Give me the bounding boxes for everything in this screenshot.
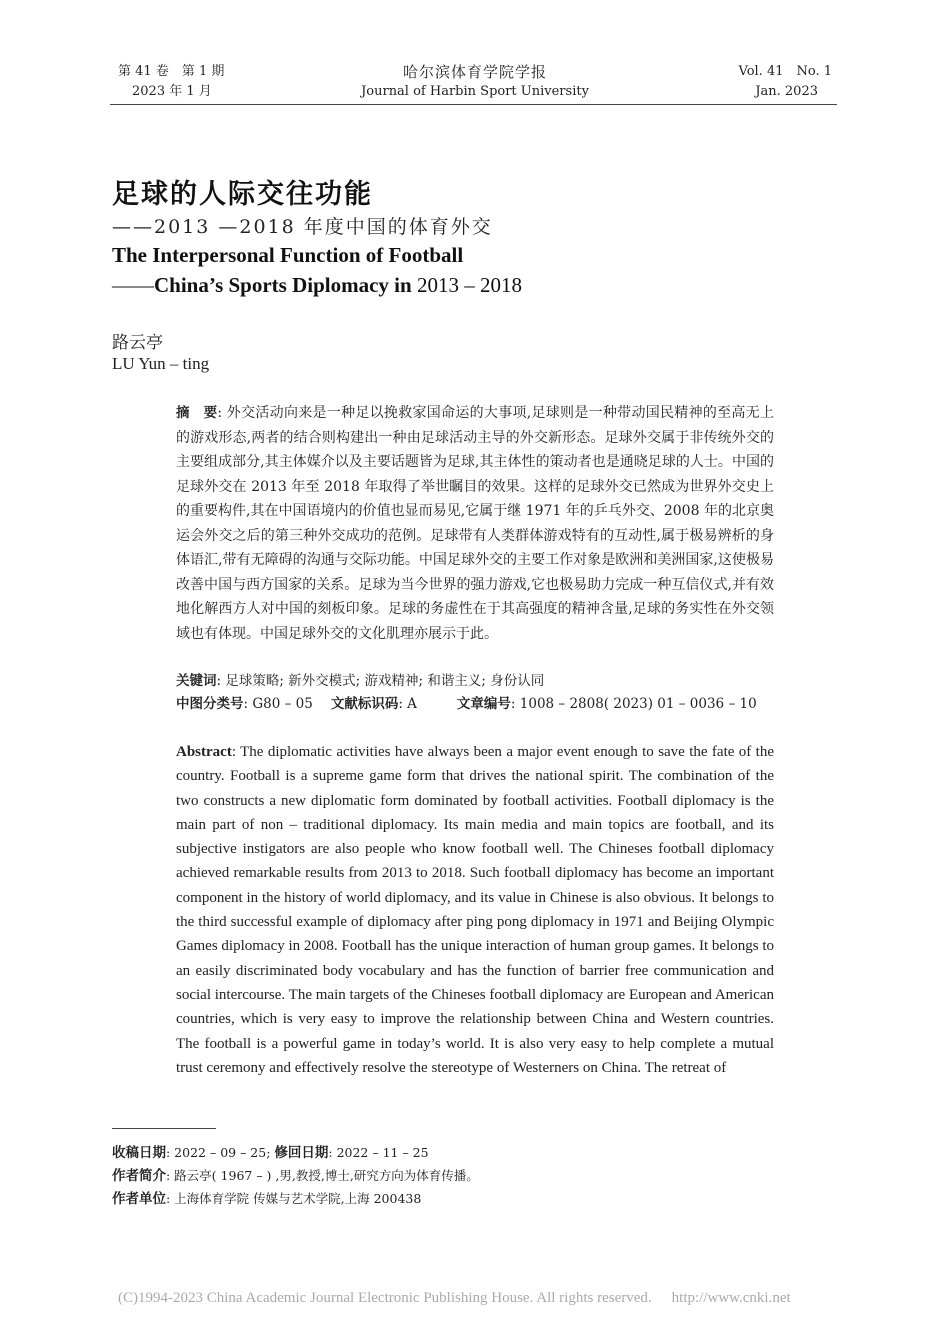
revised-label: 修回日期	[274, 1145, 329, 1161]
clc-value: : G80 – 05	[243, 696, 313, 712]
copyright-text: (C)1994-2023 China Academic Journal Electronic Publishing House. All rights reserved.	[118, 1290, 652, 1306]
keywords	[176, 670, 796, 692]
keywords-label: 关键词	[176, 673, 217, 689]
subtitle-dash: ——	[112, 273, 154, 297]
affiliation-label: 作者单位	[112, 1191, 166, 1207]
header-divider	[110, 104, 837, 105]
header-date-en: Jan. 2023	[755, 84, 818, 99]
article-id-label: 文章编号	[456, 696, 511, 712]
abstract-zh	[176, 401, 774, 646]
received-value: : 2022 – 09 – 25;	[166, 1145, 275, 1160]
doc-code-label: 文献标识码	[330, 696, 399, 712]
article-title-en: The Interpersonal Function of Football	[112, 243, 464, 267]
header-volume: 第 41 卷 第 1 期	[118, 64, 225, 79]
article-title-zh: 足球的人际交往功能	[112, 179, 373, 210]
subtitle-en-main: China’s Sports Diplomacy in	[154, 273, 412, 297]
revised-value: : 2022 – 11 – 25	[328, 1145, 429, 1160]
abstract-en	[176, 740, 774, 1080]
received-label: 收稿日期	[112, 1145, 166, 1161]
abstract-en-text: : The diplomatic activities have always been a major event enough to save the fate of the country. Football is a supreme game form that drives the national spirit. The combination of the two constructs a new diplomatic form dominated by football activities. Football diplomacy is the main part of non – traditional diplomacy. Its main media and main topics are football, and its subjective instigators are also people who know football well. The Chineses football diplomacy achieved remarkable results from 2013 to 2018. Such football diplomacy has become an important component in the history of world diplomacy, and its value in Chinese is also obvious. It belongs to the third successful example of diplomacy after ping pong diplomacy in 1971 and Beijing Olympic Games diplomacy in 2008. Football has the unique interaction of human group games. It belongs to an easily discriminated body vocabulary and has the function of barrier free communication and social intercourse. The main targets of the Chineses football diplomacy are European and American countries, which is very easy to improve the relationship between China and Western countries. The football is a powerful game in today’s world. It is also very easy to help complete a mutual trust ceremony and effectively resolve the stereotype of Westerners on China. The retreat of	[176, 744, 774, 1076]
article-id-value: : 1008 – 2808( 2023) 01 – 0036 – 10	[510, 696, 757, 712]
header-volume-info-en	[739, 62, 833, 102]
footnote-affiliation	[112, 1189, 421, 1209]
journal-name-en: Journal of Harbin Sport University	[361, 84, 589, 99]
footnote-divider	[112, 1128, 216, 1129]
footnote-bio	[112, 1166, 479, 1186]
abstract-zh-label: 摘 要	[176, 405, 218, 421]
footnote-dates	[112, 1143, 429, 1163]
bio-label: 作者简介	[112, 1168, 166, 1184]
article-subtitle-en	[112, 273, 522, 298]
header-date-zh: 2023 年 1 月	[132, 84, 212, 99]
abstract-zh-text: : 外交活动向来是一种足以挽救家国命运的大事项,足球则是一种带动国民精神的至高无上的游戏形态,两者的结合则构建出一种由足球活动主导的外交新形态。足球外交属于非传统外交的主要组成部分,其主体媒介以及主要话题皆为足球,其主体性的策动者也是通晓足球的人士。中国的足球外交在 2013 年至 2018 年取得了举世瞩目的效果。这样的足球外交已然成为世界外交史上的重要构件,其在中国语境内的价值也显而易见,它属于继 1971 年的乒乓外交、2008 年的北京奥运会外交之后的第三种外交成功的范例。足球带有人类群体游戏特有的互动性,属于极易辨析的身体语汇,带有无障碍的沟通与交际功能。中国足球外交的主要工作对象是欧洲和美洲国家,这使极易改善中国与西方国家的关系。足球为当今世界的强力游戏,它也极易助力完成一种互信仪式,并有效地化解西方人对中国的刻板印象。足球的务虚性在于其高强度的精神含量,足球的务实性在外交领域也有体现。中国足球外交的文化肌理亦展示于此。	[176, 405, 775, 642]
author-name-en: LU Yun – ting	[112, 354, 210, 373]
journal-name-zh: 哈尔滨体育学院学报	[402, 63, 547, 81]
copyright-url[interactable]: http://www.cnki.net	[671, 1290, 791, 1306]
abstract-en-label: Abstract	[176, 744, 232, 760]
doc-code-value: : A	[398, 696, 417, 712]
copyright-watermark	[118, 1290, 791, 1307]
subtitle-en-years: 2013 – 2018	[411, 273, 522, 297]
bio-value: : 路云亭( 1967 – ) ,男,教授,博士,研究方向为体育传播。	[166, 1168, 479, 1183]
author-name-zh: 路云亭	[112, 333, 163, 353]
keywords-text: : 足球策略; 新外交模式; 游戏精神; 和谐主义; 身份认同	[216, 673, 545, 689]
header-volume-en: Vol. 41 No. 1	[738, 64, 832, 79]
article-subtitle-zh: ——2013 —2018 年度中国的体育外交	[112, 216, 493, 238]
classification-line	[176, 693, 796, 715]
clc-label: 中图分类号	[176, 696, 244, 712]
affiliation-value: : 上海体育学院 传媒与艺术学院,上海 200438	[166, 1191, 422, 1206]
